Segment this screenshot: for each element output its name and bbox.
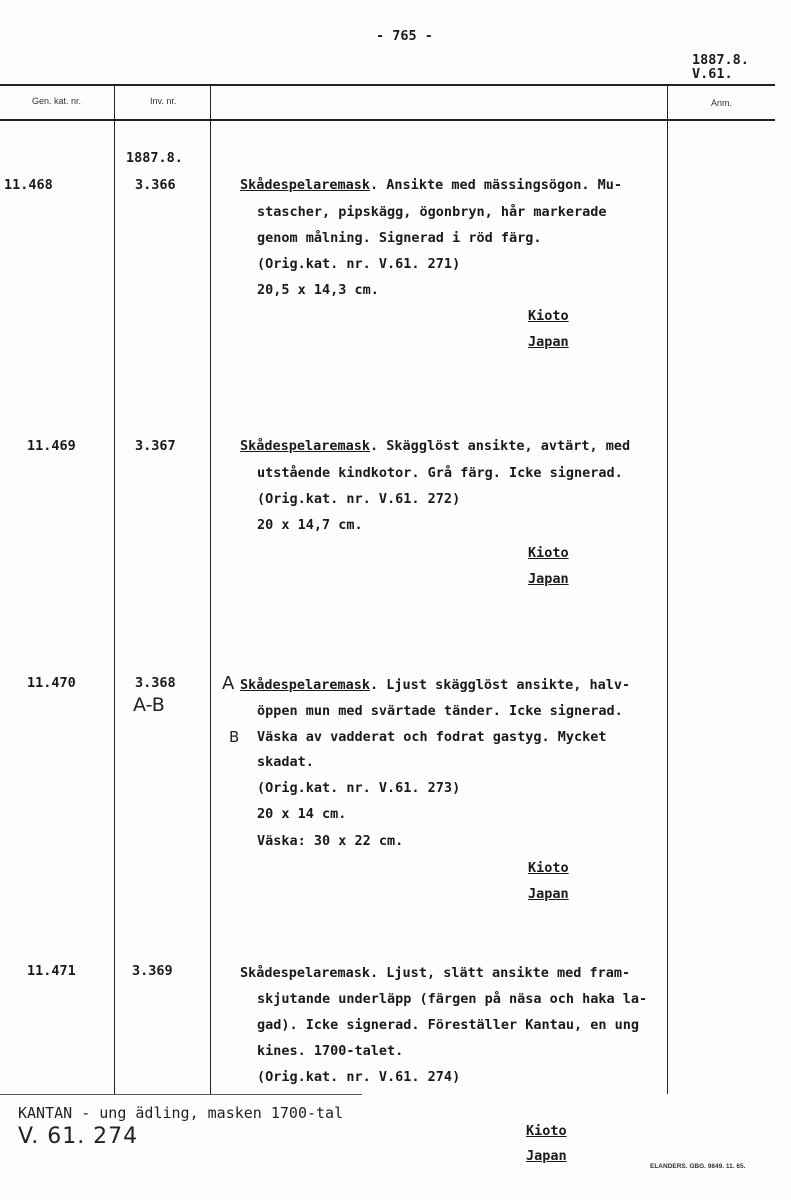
entry-line: 20 x 14,7 cm. bbox=[257, 517, 363, 533]
entry-line: Väska av vadderat och fodrat gastyg. Mycket bbox=[257, 729, 607, 745]
entry-line: . Ljust, slätt ansikte med fram- bbox=[370, 965, 631, 981]
entry-line: . Skägglöst ansikte, avtärt, med bbox=[370, 438, 631, 454]
entry-country: Japan bbox=[528, 334, 569, 350]
column-header-inv: Inv. nr. bbox=[150, 96, 177, 106]
entry-country: Japan bbox=[528, 886, 569, 902]
entry-description bbox=[240, 965, 630, 981]
entry-line: stascher, pipskägg, ögonbryn, hår markerade bbox=[257, 204, 607, 220]
inv-number: 3.366 bbox=[135, 177, 176, 193]
inv-year: 1887.8. bbox=[126, 150, 183, 166]
handwritten-mark-a: A bbox=[222, 673, 235, 694]
handwritten-reference: V. 61. 274 bbox=[18, 1124, 139, 1149]
column-divider-3 bbox=[667, 84, 668, 1094]
footer-rule bbox=[0, 1094, 362, 1095]
entry-line: Väska: 30 x 22 cm. bbox=[257, 833, 404, 849]
gen-kat-number: 11.471 bbox=[27, 963, 76, 979]
inv-number: 3.367 bbox=[135, 438, 176, 454]
entry-line: kines. 1700-talet. bbox=[257, 1043, 404, 1059]
corner-collection: V.61. bbox=[692, 66, 733, 82]
inv-handwritten-note: A-B bbox=[133, 694, 165, 716]
entry-description bbox=[240, 177, 622, 193]
entry-line: utstående kindkotor. Grå färg. Icke signerad. bbox=[257, 465, 623, 481]
page-number: - 765 - bbox=[376, 28, 433, 44]
header-top-rule bbox=[0, 84, 775, 86]
inv-number: 3.369 bbox=[132, 963, 173, 979]
column-header-anm: Anm. bbox=[711, 98, 733, 108]
entry-title: Skådespelaremask bbox=[240, 965, 371, 981]
entry-place: Kioto bbox=[528, 545, 569, 561]
header-bottom-rule bbox=[0, 119, 775, 121]
entry-line: (Orig.kat. nr. V.61. 271) bbox=[257, 256, 461, 272]
annotation-note: KANTAN - ung ädling, masken 1700-tal bbox=[18, 1104, 344, 1122]
gen-kat-number: 11.468 bbox=[4, 177, 53, 193]
entry-line: skjutande underläpp (färgen på näsa och haka la- bbox=[257, 991, 648, 1007]
entry-description bbox=[240, 677, 630, 693]
entry-place: Kioto bbox=[528, 860, 569, 876]
gen-kat-number: 11.470 bbox=[27, 675, 76, 691]
entry-line: . Ljust skägglöst ansikte, halv- bbox=[370, 677, 631, 693]
entry-line: 20 x 14 cm. bbox=[257, 806, 347, 822]
entry-line: 20,5 x 14,3 cm. bbox=[257, 282, 379, 298]
entry-line: . Ansikte med mässingsögon. Mu- bbox=[370, 177, 623, 193]
entry-line: (Orig.kat. nr. V.61. 273) bbox=[257, 780, 461, 796]
printer-mark: ELANDERS. GBG. 9849. 11. 65. bbox=[650, 1163, 746, 1170]
handwritten-mark-b: B bbox=[229, 728, 240, 746]
entry-country: Japan bbox=[528, 571, 569, 587]
gen-kat-number: 11.469 bbox=[27, 438, 76, 454]
entry-line: (Orig.kat. nr. V.61. 274) bbox=[257, 1069, 461, 1085]
entry-title: Skådespelaremask bbox=[240, 677, 371, 693]
entry-country: Japan bbox=[526, 1148, 567, 1164]
entry-place: Kioto bbox=[526, 1123, 567, 1139]
entry-title: Skådespelaremask bbox=[240, 438, 371, 454]
entry-description bbox=[240, 438, 630, 454]
corner-year: 1887.8. bbox=[692, 52, 749, 68]
column-divider-2 bbox=[210, 84, 211, 1094]
entry-line: genom målning. Signerad i röd färg. bbox=[257, 230, 542, 246]
inv-number: 3.368 bbox=[135, 675, 176, 691]
entry-line: öppen mun med svärtade tänder. Icke signerad. bbox=[257, 703, 623, 719]
entry-title: Skådespelaremask bbox=[240, 177, 371, 193]
entry-line: gad). Icke signerad. Föreställer Kantau, en ung bbox=[257, 1017, 640, 1033]
entry-line: skadat. bbox=[257, 754, 314, 770]
column-header-gen-kat: Gen. kat. nr. bbox=[32, 96, 82, 106]
entry-place: Kioto bbox=[528, 308, 569, 324]
entry-line: (Orig.kat. nr. V.61. 272) bbox=[257, 491, 461, 507]
column-divider-1 bbox=[114, 84, 115, 1094]
